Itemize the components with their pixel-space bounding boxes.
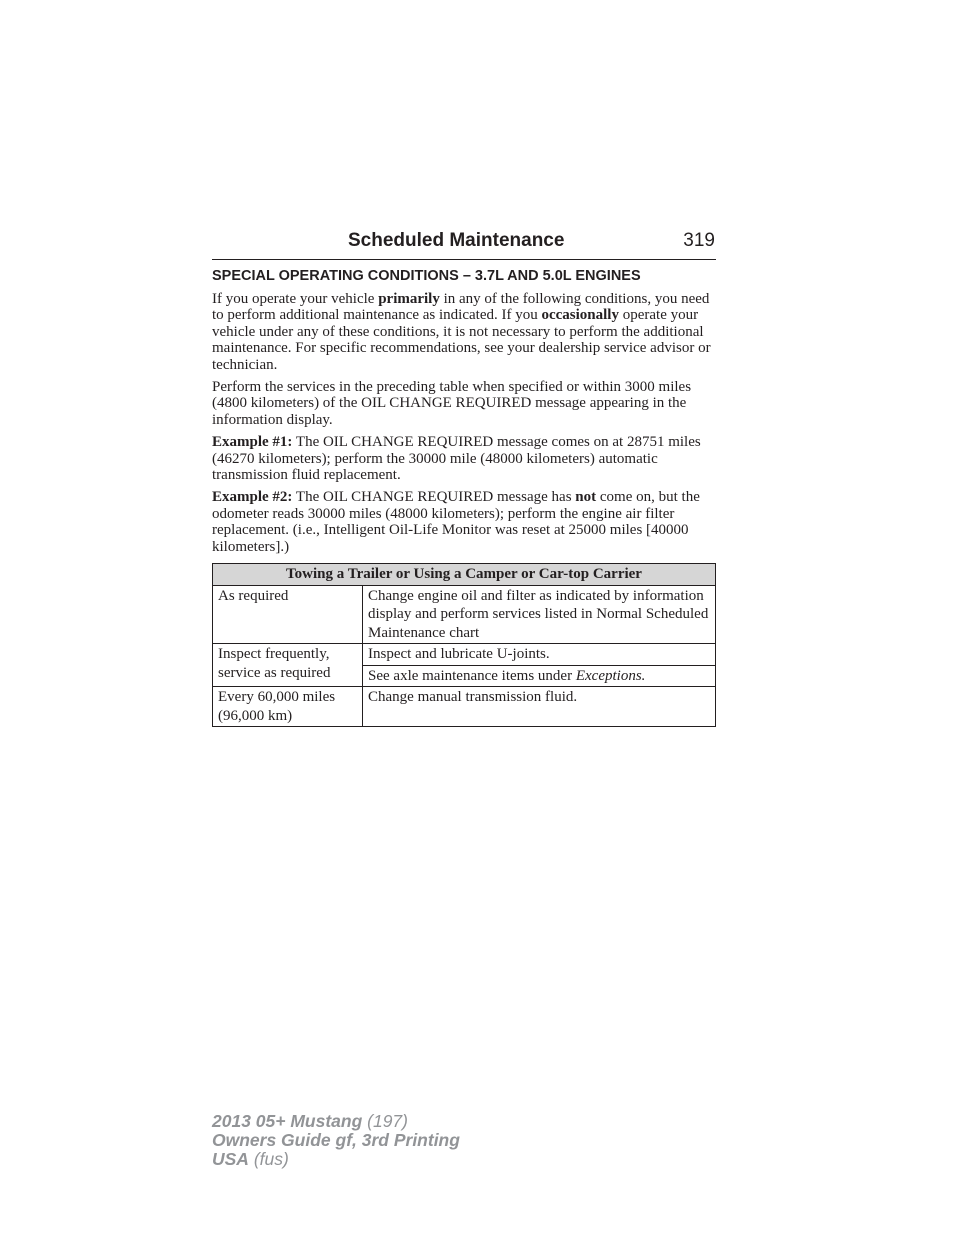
footer-market: USA: [212, 1149, 249, 1169]
emphasis-primarily: primarily: [378, 291, 440, 307]
service-cell: Inspect and lubricate U-joints.: [363, 644, 716, 666]
service-cell: [363, 665, 716, 687]
intro-paragraph: [212, 291, 716, 373]
exceptions-reference: Exceptions.: [575, 667, 646, 684]
footer-lang: (fus): [248, 1149, 289, 1169]
table-row: [213, 687, 716, 727]
table-header: Towing a Trailer or Using a Camper or Car-top Carrier: [213, 564, 716, 586]
service-paragraph: Perform the services in the preceding table when specified or within 3000 miles (4800 kilometers) of the OIL CHANGE REQUIRED message appearing in the information display.: [212, 379, 692, 428]
body-text: [212, 291, 716, 561]
example-1-label: Example #1:: [212, 434, 293, 451]
footer-line: [212, 1131, 460, 1150]
page-number: 319: [683, 230, 715, 251]
interval-cell: Every 60,000 miles (96,000 km): [213, 687, 363, 727]
text-run: If you operate your vehicle: [212, 291, 379, 307]
example-2: [212, 489, 716, 555]
interval-cell: As required: [213, 585, 363, 644]
service-cell: Change manual transmission fluid.: [363, 687, 716, 727]
table-header-row: [213, 564, 716, 586]
footer-guide: Owners Guide gf, 3rd Printing: [212, 1130, 460, 1150]
text-run: in any of the following conditions, you need to perform additional maintenance as indicated. If you: [212, 291, 710, 324]
emphasis-not: not: [575, 489, 597, 506]
text-run: See axle maintenance items under: [368, 667, 576, 684]
section-heading: SPECIAL OPERATING CONDITIONS – 3.7L AND 5.0L ENGINES: [212, 268, 641, 284]
text-run: operate your vehicle under any of these conditions, it is not necessary to perform the additional maintenance. For specific recommendations, see your dealership service advisor or technician.: [212, 307, 711, 373]
text-run: The OIL CHANGE REQUIRED message has: [292, 489, 576, 506]
example-2-label: Example #2:: [212, 489, 293, 506]
footer-line: [212, 1150, 460, 1169]
footer-line: [212, 1112, 460, 1131]
text-run: come on, but the odometer reads 30000 miles (48000 kilometers); perform the engine air filter replacement. (i.e., Intelligent Oil-Life Monitor was reset at 25000 miles [40000 kilometers].): [212, 489, 700, 555]
service-cell: Change engine oil and filter as indicated by information display and perform services listed in Normal Scheduled Maintenance chart: [363, 585, 716, 644]
footer-code: (197): [362, 1111, 408, 1131]
page-title: Scheduled Maintenance: [348, 230, 565, 251]
page-header: [212, 229, 716, 260]
table-row: [213, 644, 716, 666]
footer-model: 2013 05+ Mustang: [212, 1111, 363, 1131]
table-row: [213, 585, 716, 644]
page-footer: [212, 1112, 460, 1169]
maintenance-table: [212, 563, 716, 727]
example-1-text: The OIL CHANGE REQUIRED message comes on at 28751 miles (46270 kilometers); perform the 30000 mile (48000 kilometers) automatic transmission fluid replacement.: [212, 434, 701, 484]
emphasis-occasionally: occasionally: [541, 307, 619, 324]
example-1: [212, 434, 716, 483]
interval-cell: Inspect frequently, service as required: [213, 644, 363, 687]
